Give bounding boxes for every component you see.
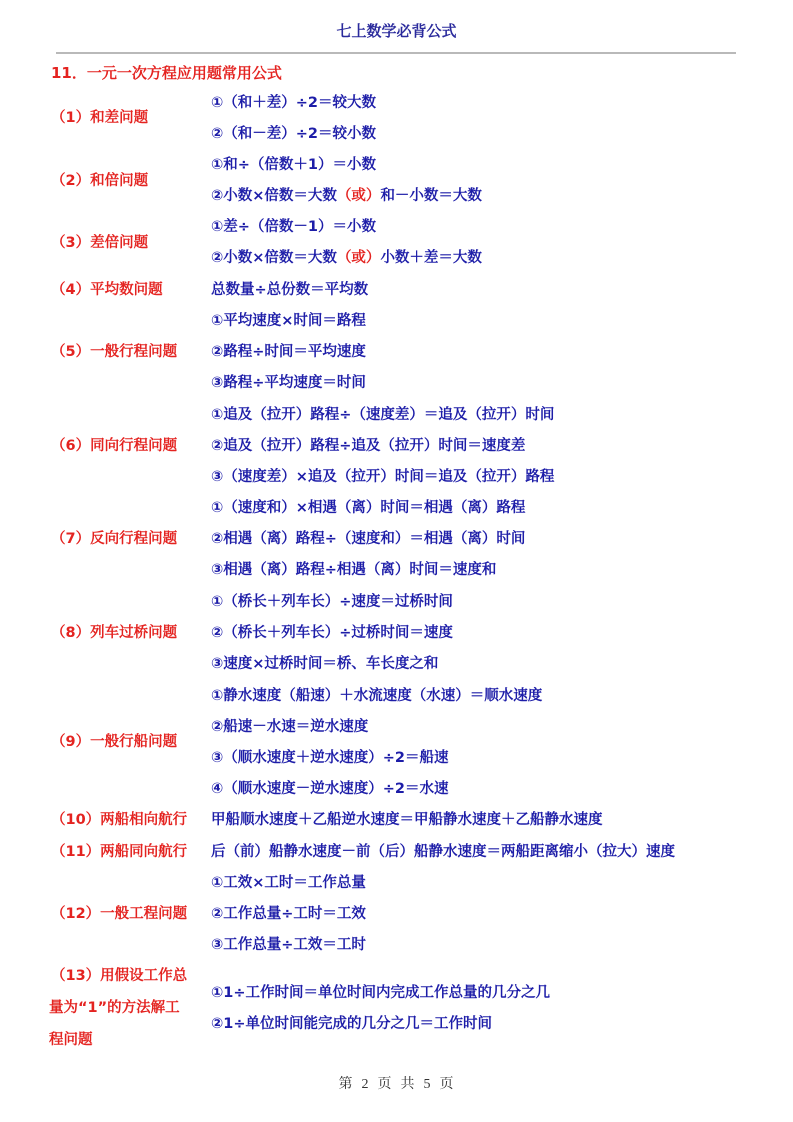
formula (211, 247, 482, 269)
formula: ③相遇（离）路程÷相遇（离）时间＝速度和 (211, 562, 497, 578)
formula-part: ②小数×倍数＝大数 (211, 188, 337, 204)
footer-suffix: 页 (439, 1077, 455, 1092)
formula: ③（速度差）×追及（拉开）时间＝追及（拉开）路程 (211, 469, 555, 485)
formula: ①差÷（倍数－1）＝小数 (211, 219, 377, 235)
formula: ①（速度和）×相遇（离）时间＝相遇（离）路程 (211, 500, 526, 516)
group-label: （11）两船同向航行 (51, 844, 188, 860)
formula: ②追及（拉开）路程÷追及（拉开）时间＝速度差 (211, 438, 526, 454)
footer-prefix: 第 (338, 1077, 354, 1092)
footer-unit: 页 (377, 1077, 393, 1092)
formula-part: ②小数×倍数＝大数 (211, 250, 337, 266)
formula: ①静水速度（船速）＋水流速度（水速）＝顺水速度 (211, 688, 543, 704)
formula: ③路程÷平均速度＝时间 (211, 375, 366, 391)
footer-page-number: 2 (361, 1077, 370, 1092)
formula: ①（桥长＋列车长）÷速度＝过桥时间 (211, 594, 453, 610)
group-label: （12）一般工程问题 (51, 906, 188, 922)
formula: ①和÷（倍数＋1）＝小数 (211, 157, 377, 173)
formula: ②相遇（离）路程÷（速度和）＝相遇（离）时间 (211, 531, 526, 547)
formula: ②（桥长＋列车长）÷过桥时间＝速度 (211, 625, 453, 641)
group-label: （9）一般行船问题 (51, 734, 178, 750)
group-label: （3）差倍问题 (51, 235, 149, 251)
formula-part: 和－小数＝大数 (380, 188, 482, 204)
formula: ②船速－水速＝逆水速度 (211, 719, 369, 735)
or-marker: （或） (336, 250, 381, 266)
footer-total-pages: 5 (423, 1077, 432, 1092)
group-label: （4）平均数问题 (51, 282, 163, 298)
formula: ②（和－差）÷2＝较小数 (211, 126, 377, 142)
header-divider (56, 52, 736, 54)
group-label-line: 量为“1”的方法解工 (49, 1000, 180, 1016)
formula: ②工作总量÷工时＝工效 (211, 906, 366, 922)
formula: ①追及（拉开）路程÷（速度差）＝追及（拉开）时间 (211, 407, 555, 423)
group-label: （5）一般行程问题 (51, 344, 178, 360)
formula: ③工作总量÷工效＝工时 (211, 937, 366, 953)
group-label: （6）同向行程问题 (51, 438, 178, 454)
section-title: 11．一元一次方程应用题常用公式 (51, 64, 282, 82)
group-label: （7）反向行程问题 (51, 531, 178, 547)
footer-total-label: 共 (400, 1077, 416, 1092)
group-label-line: 程问题 (49, 1032, 93, 1048)
group-label: （10）两船相向航行 (51, 812, 188, 828)
formula (211, 185, 482, 207)
formula: ③（顺水速度＋逆水速度）÷2＝船速 (211, 750, 449, 766)
formula: ②路程÷时间＝平均速度 (211, 344, 366, 360)
formula: ①1÷工作时间＝单位时间内完成工作总量的几分之几 (211, 985, 551, 1001)
group-label: （1）和差问题 (51, 110, 149, 126)
formula: 甲船顺水速度＋乙船逆水速度＝甲船静水速度＋乙船静水速度 (211, 812, 603, 828)
group-label: （8）列车过桥问题 (51, 625, 178, 641)
group-label: （2）和倍问题 (51, 173, 149, 189)
formula: ①工效×工时＝工作总量 (211, 875, 366, 891)
page-footer (0, 1073, 793, 1093)
formula: ④（顺水速度－逆水速度）÷2＝水速 (211, 781, 449, 797)
formula: ③速度×过桥时间＝桥、车长度之和 (211, 656, 439, 672)
page-header-title: 七上数学必背公式 (336, 22, 457, 40)
group-label-line: （13）用假设工作总 (51, 968, 188, 984)
or-marker: （或） (336, 188, 381, 204)
formula: 后（前）船静水速度－前（后）船静水速度＝两船距离缩小（拉大）速度 (211, 844, 675, 860)
formula: ①平均速度×时间＝路程 (211, 313, 366, 329)
formula: 总数量÷总份数＝平均数 (211, 282, 369, 298)
formula-part: 小数＋差＝大数 (380, 250, 482, 266)
formula: ①（和＋差）÷2＝较大数 (211, 95, 377, 111)
formula: ②1÷单位时间能完成的几分之几＝工作时间 (211, 1016, 493, 1032)
